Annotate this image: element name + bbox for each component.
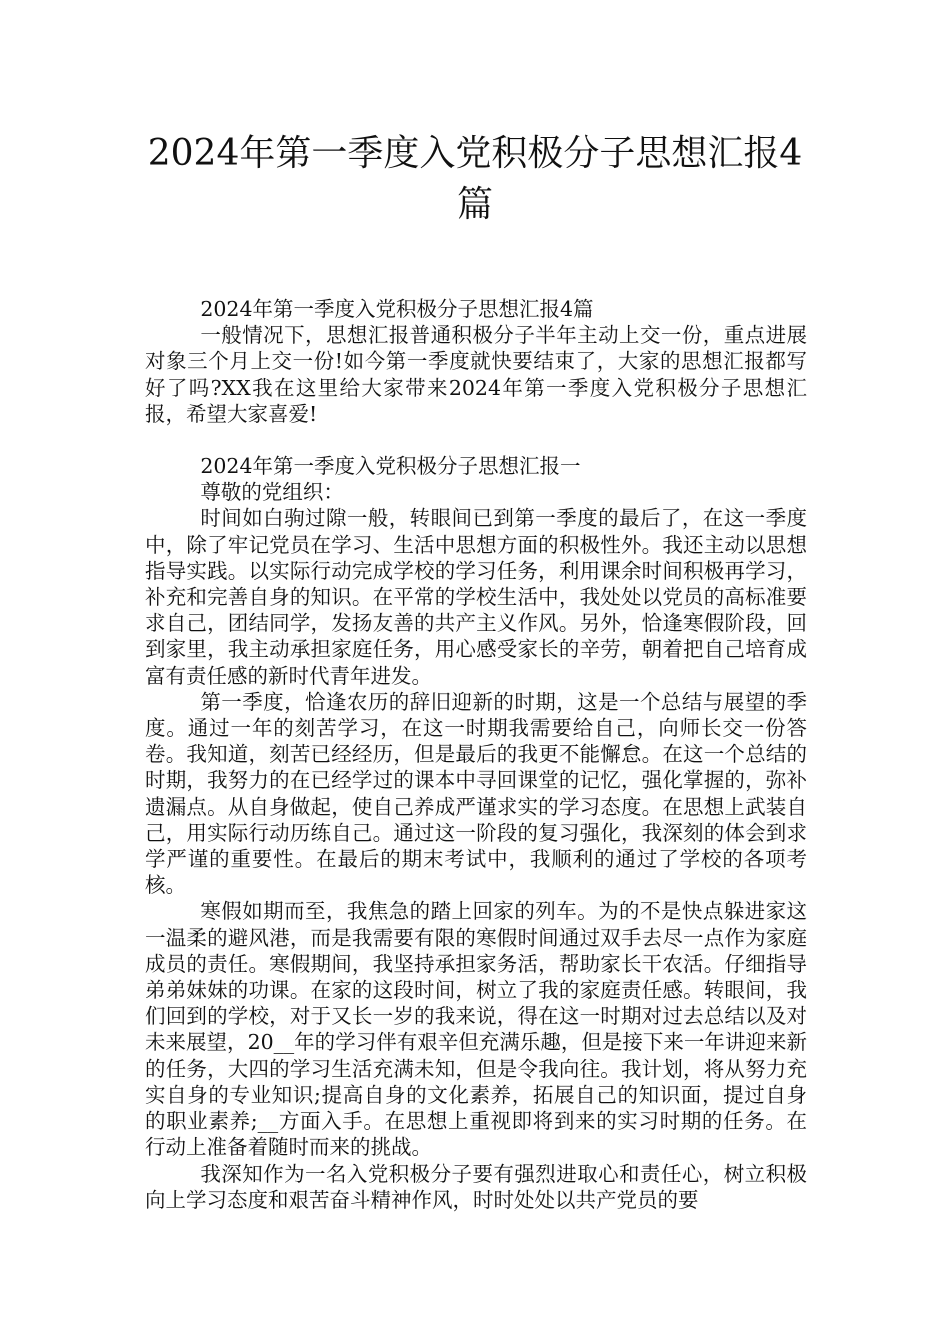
body-paragraph: 第一季度，恰逢农历的辞旧迎新的时期，这是一个总结与展望的季度。通过一年的刻苦学习，在这一时期我需要给自己，向师长交一份答卷。我知道，刻苦已经经历，但是最后的我更不能懈怠。在这一个总结的时期，我努力的在已经学过的课本中寻回课堂的记忆，强化掌握的，弥补遗漏点。从自身做起，使自己养成严谨求实的学习态度。在思想上武装自己，用实际行动历练自己。通过这一阶段的复习强化，我深刻的体会到求学严谨的重要性。在最后的期末考试中，我顺利的通过了学校的各项考核。 [145,689,807,898]
body-paragraph: 时间如白驹过隙一般，转眼间已到第一季度的最后了，在这一季度中，除了牢记党员在学习、生活中思想方面的积极性外。我还主动以思想指导实践。以实际行动完成学校的学习任务，利用课余时间积极再学习，补充和完善自身的知识。在平常的学校生活中，我处处以党员的高标准要求自己，团结同学，发扬友善的共产主义作风。另外，恰逢寒假阶段，回到家里，我主动承担家庭任务，用心感受家长的辛劳，朝着把自己培育成富有责任感的新时代青年进发。 [145,506,807,688]
section-heading: 2024年第一季度入党积极分子思想汇报一 [200,454,581,479]
paragraph-spacer [145,427,807,453]
body-paragraph: 寒假如期而至，我焦急的踏上回家的列车。为的不是快点躲进家这一温柔的避风港，而是我需要有限的寒假时间通过双手去尽一点作为家庭成员的责任。寒假期间，我坚持承担家务活，帮助家长干农活。仔细指导弟弟妹妹的功课。在家的这段时间，树立了我的家庭责任感。转眼间，我们回到的学校，对于又长一岁的我来说，得在这一时期对过去总结以及对未来展望，20__年的学习伴有艰辛但充满乐趣，但是接下来一年讲迎来新的任务，大四的学习生活充满未知，但是令我向往。我计划，将从努力充实自身的专业知识;提高自身的文化素养，拓展自己的知识面，提过自身的职业素养;__方面入手。在思想上重视即将到来的实习时期的任务。在行动上准备着随时而来的挑战。 [145,899,807,1160]
intro-heading: 2024年第一季度入党积极分子思想汇报4篇 [200,297,594,321]
document-body [145,296,807,1213]
salutation: 尊敬的党组织： [200,480,344,505]
document-title: 2024年第一季度入党积极分子思想汇报4篇 [147,133,803,225]
intro-paragraph: 一般情况下，思想汇报普通积极分子半年主动上交一份，重点进展对象三个月上交一份!如今第一季度就快要结束了，大家的思想汇报都写好了吗?XX我在这里给大家带来2024年第一季度入党积极分子思想汇报，希望大家喜爱! [145,323,807,426]
body-paragraph: 我深知作为一名入党积极分子要有强烈进取心和责任心，树立积极向上学习态度和艰苦奋斗精神作风，时时处处以共产党员的要 [145,1161,807,1212]
